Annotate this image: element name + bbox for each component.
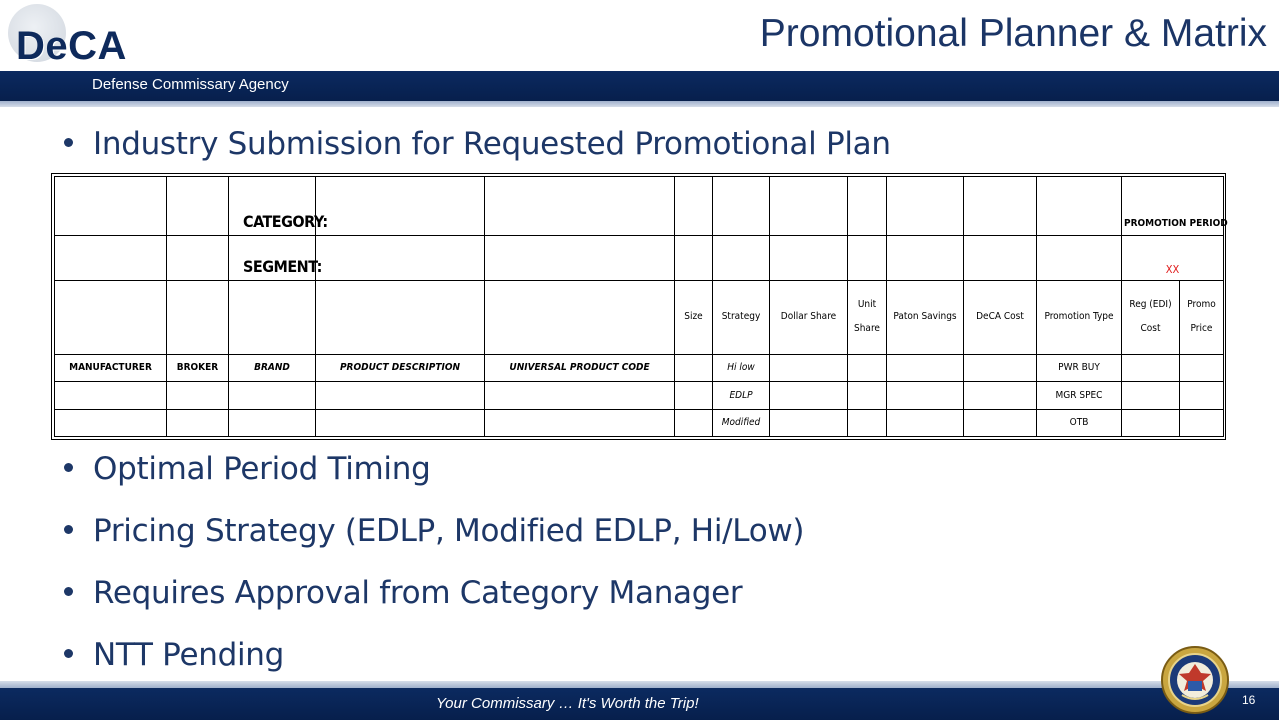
strategy-option: Hi low [713,354,770,381]
matrix-table [54,176,1228,437]
col-reg-edi-cost: Reg (EDI) Cost [1122,280,1180,354]
promotion-type-option: PWR BUY [1037,354,1122,381]
col-promotion-type: Promotion Type [1037,280,1122,354]
promotional-matrix [51,173,1226,440]
col-deca-cost: DeCA Cost [964,280,1037,354]
bullet-text: Pricing Strategy (EDLP, Modified EDLP, Hi/Low) [93,513,805,549]
footer-accent-stripe [0,681,1279,688]
field-manufacturer: MANUFACTURER [55,354,167,381]
page-number: 16 [1242,693,1256,707]
deca-seal-icon [1160,645,1230,715]
agency-name: Defense Commissary Agency [92,76,289,93]
promotion-period-label: PROMOTION PERIOD [1122,177,1224,236]
category-row [55,177,1224,236]
bullet-text: NTT Pending [93,637,284,673]
bullet-text: Optimal Period Timing [93,451,431,487]
segment-label: SEGMENT: [229,235,316,280]
table-row [55,354,1224,381]
bullet-dot-icon [64,649,73,658]
field-upc: UNIVERSAL PRODUCT CODE [485,354,675,381]
bullet-text: Requires Approval from Category Manager [93,575,743,611]
promotion-type-option: MGR SPEC [1037,382,1122,409]
slide-header [0,0,1279,110]
category-label: CATEGORY: [229,177,316,236]
bullet-item [64,451,430,487]
col-promo-price: Promo Price [1180,280,1224,354]
col-dollar-share: Dollar Share [770,280,848,354]
bullet-text: Industry Submission for Requested Promotional Plan [93,126,891,162]
col-size: Size [675,280,713,354]
footer-tagline: Your Commissary … It's Worth the Trip! [436,695,699,712]
bullet-item [64,513,804,549]
strategy-option: EDLP [713,382,770,409]
bullet-dot-icon [64,525,73,534]
field-brand: BRAND [229,354,316,381]
table-row [55,382,1224,409]
logo-text: DeCA [16,24,127,68]
field-product-description: PRODUCT DESCRIPTION [316,354,485,381]
bullet-item [64,126,891,162]
period-value: XX [1122,235,1224,280]
promotion-type-option: OTB [1037,409,1122,436]
segment-row [55,235,1224,280]
bullet-dot-icon [64,138,73,147]
bullet-item [64,637,284,673]
deca-logo [0,0,150,72]
slide-title: Promotional Planner & Matrix [759,12,1267,55]
col-paton-savings: Paton Savings [887,280,964,354]
bullet-dot-icon [64,463,73,472]
field-broker: BROKER [167,354,229,381]
col-strategy: Strategy [713,280,770,354]
bullet-dot-icon [64,587,73,596]
header-accent-stripe [0,101,1279,107]
strategy-option: Modified [713,409,770,436]
col-unit-share: Unit Share [848,280,887,354]
table-row [55,409,1224,436]
bullet-item [64,575,742,611]
column-header-row [55,280,1224,354]
